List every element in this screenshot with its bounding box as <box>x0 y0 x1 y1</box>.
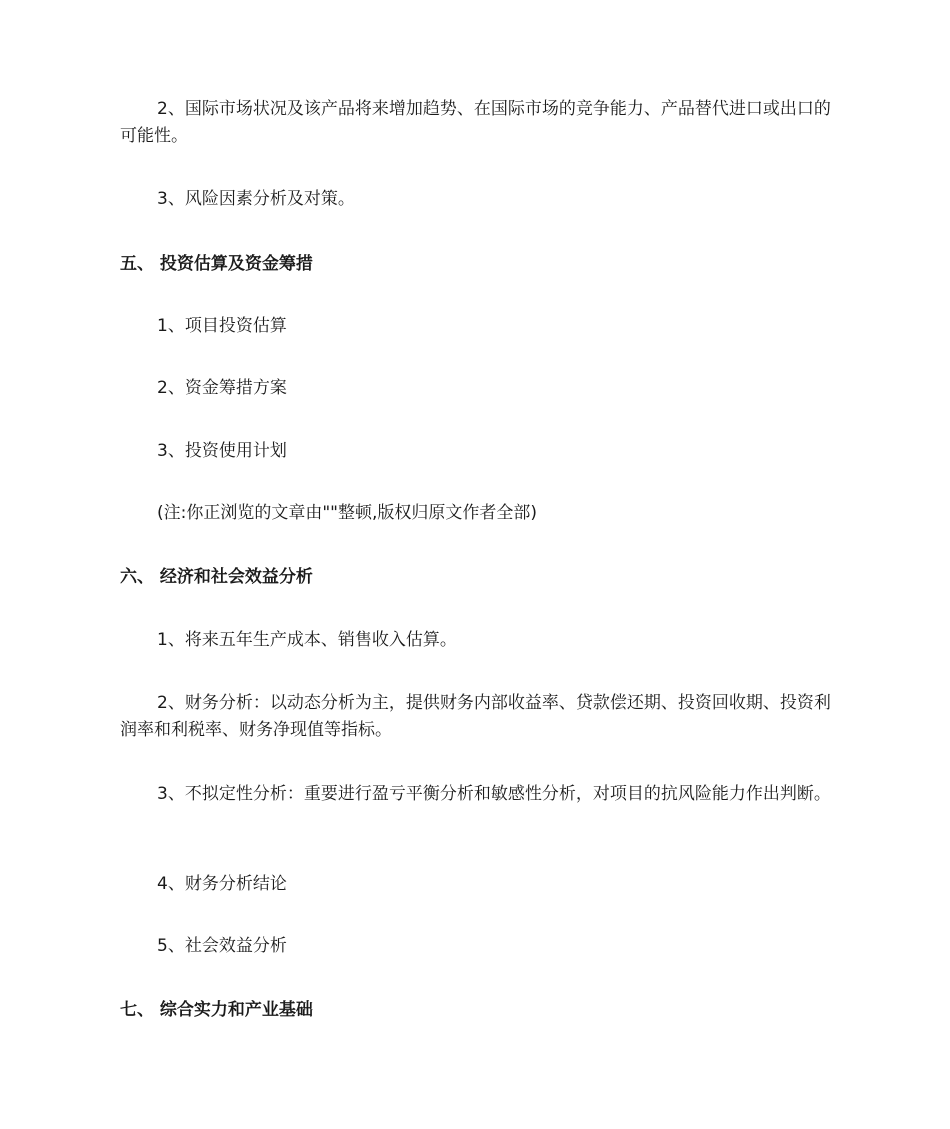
paragraph-uncertainty-analysis: 3、不拟定性分析：重要进行盈亏平衡分析和敏感性分析，对项目的抗风险能力作出判断。 <box>157 784 831 804</box>
paragraph-copyright-note: (注:你正浏览的文章由""整顿,版权归原文作者全部) <box>157 503 538 523</box>
section-heading-comprehensive-strength: 七、 综合实力和产业基础 <box>120 1000 313 1020</box>
paragraph-investment-use: 3、投资使用计划 <box>157 441 287 461</box>
section-heading-investment: 五、 投资估算及资金筹措 <box>120 254 313 274</box>
paragraph-cost-revenue-estimate: 1、将来五年生产成本、销售收入估算。 <box>157 630 457 650</box>
paragraph-risk-analysis: 3、风险因素分析及对策。 <box>157 189 355 209</box>
paragraph-financial-analysis: 2、财务分析：以动态分析为主，提供财务内部收益率、贷款偿还期、投资回收期、投资利润率和利税率、财务净现值等指标。 <box>120 693 831 740</box>
paragraph-investment-estimate: 1、项目投资估算 <box>157 316 287 336</box>
paragraph-funding-plan: 2、资金筹措方案 <box>157 378 287 398</box>
paragraph-financial-conclusion: 4、财务分析结论 <box>157 874 287 894</box>
section-heading-economic-benefit: 六、 经济和社会效益分析 <box>120 567 313 587</box>
paragraph-international-market: 2、国际市场状况及该产品将来增加趋势、在国际市场的竞争能力、产品替代进口或出口的可能性。 <box>120 99 831 146</box>
paragraph-social-benefit: 5、社会效益分析 <box>157 936 287 956</box>
